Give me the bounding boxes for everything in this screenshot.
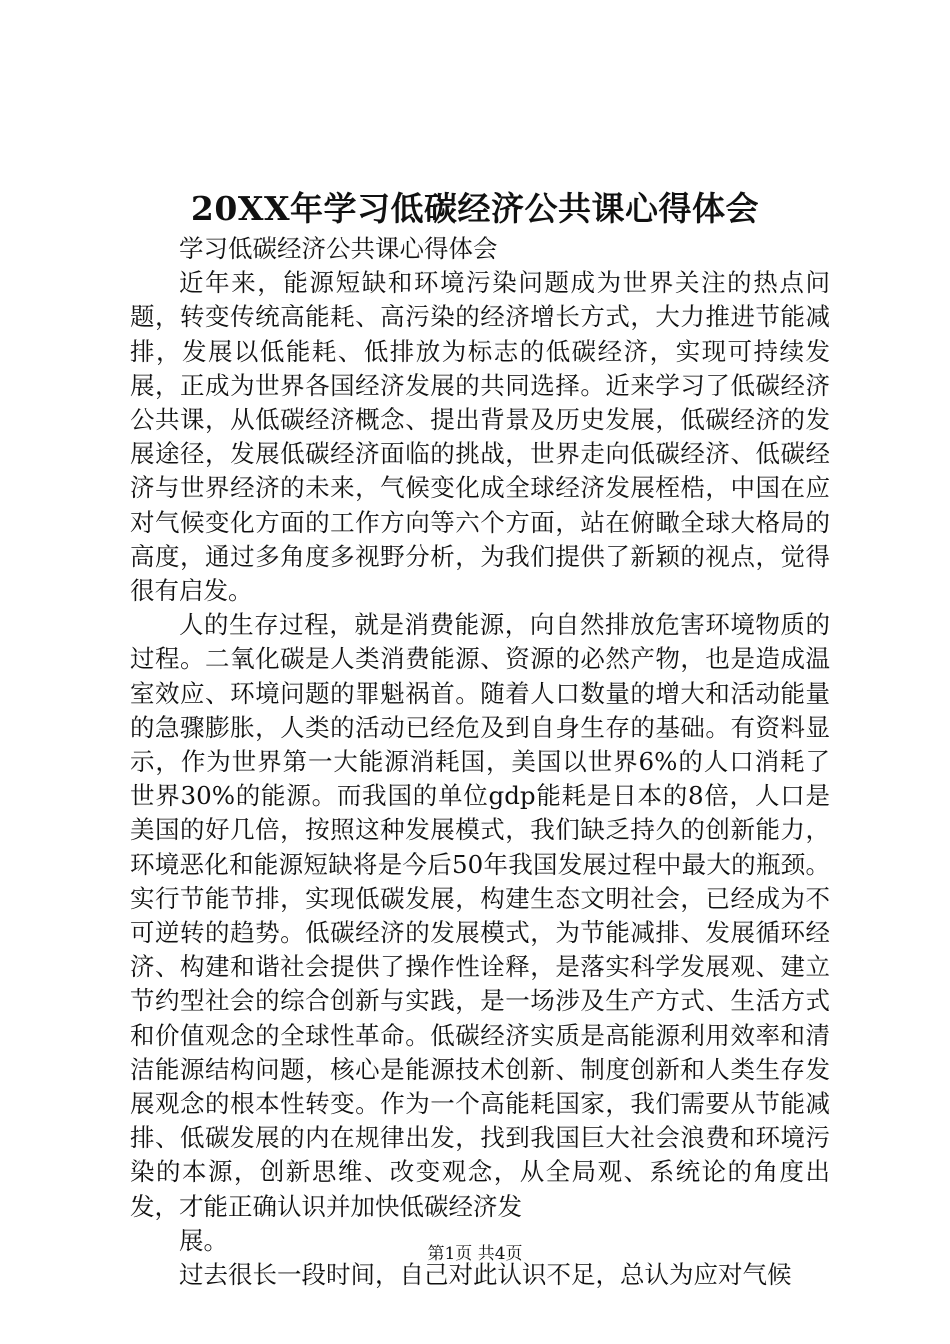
- body-paragraph: 人的生存过程，就是消费能源，向自然排放危害环境物质的过程。二氧化碳是人类消费能源、资源的必然产物，也是造成温室效应、环境问题的罪魁祸首。随着人口数量的增大和活动能量的急骤膨胀，人类的活动已经危及到自身生存的基础。有资料显示，作为世界第一大能源消耗国，美国以世界6%的人口消耗了世界30%的能源。而我国的单位gdp能耗是日本的8倍，人口是美国的好几倍，按照这种发展模式，我们缺乏持久的创新能力，环境恶化和能源短缺将是今后50年我国发展过程中最大的瓶颈。实行节能节排，实现低碳发展，构建生态文明社会，已经成为不可逆转的趋势。低碳经济的发展模式，为节能减排、发展循环经济、构建和谐社会提供了操作性诠释，是落实科学发展观、建立节约型社会的综合创新与实践，是一场涉及生产方式、生活方式和价值观念的全球性革命。低碳经济实质是高能源利用效率和清洁能源结构问题，核心是能源技术创新、制度创新和人类生存发展观念的根本性转变。作为一个高能耗国家，我们需要从节能减排、低碳发展的内在规律出发，找到我国巨大社会浪费和环境污染的本源，创新思维、改变观念，从全局观、系统论的角度出发，才能正确认识并加快低碳经济发: [130, 610, 830, 1221]
- document-body: [130, 232, 830, 1292]
- subtitle-paragraph: 学习低碳经济公共课心得体会: [179, 234, 498, 263]
- body-paragraph: 近年来，能源短缺和环境污染问题成为世界关注的热点问题，转变传统高能耗、高污染的经济增长方式，大力推进节能减排，发展以低能耗、低排放为标志的低碳经济，实现可持续发展，正成为世界各国经济发展的共同选择。近来学习了低碳经济公共课，从低碳经济概念、提出背景及历史发展，低碳经济的发展途径，发展低碳经济面临的挑战，世界走向低碳经济、低碳经济与世界经济的未来，气候变化成全球经济发展桎梏，中国在应对气候变化方面的工作方向等六个方面，站在俯瞰全球大格局的高度，通过多角度多视野分析，为我们提供了新颖的视点，觉得很有启发。: [130, 268, 830, 606]
- body-paragraph: 展。: [179, 1225, 228, 1255]
- document-title: 20XX年学习低碳经济公共课心得体会: [190, 189, 760, 228]
- body-paragraph: 过去很长一段时间，自己对此认识不足，总认为应对气候: [179, 1260, 792, 1290]
- page-number-footer: 第1页 共4页: [427, 1244, 523, 1264]
